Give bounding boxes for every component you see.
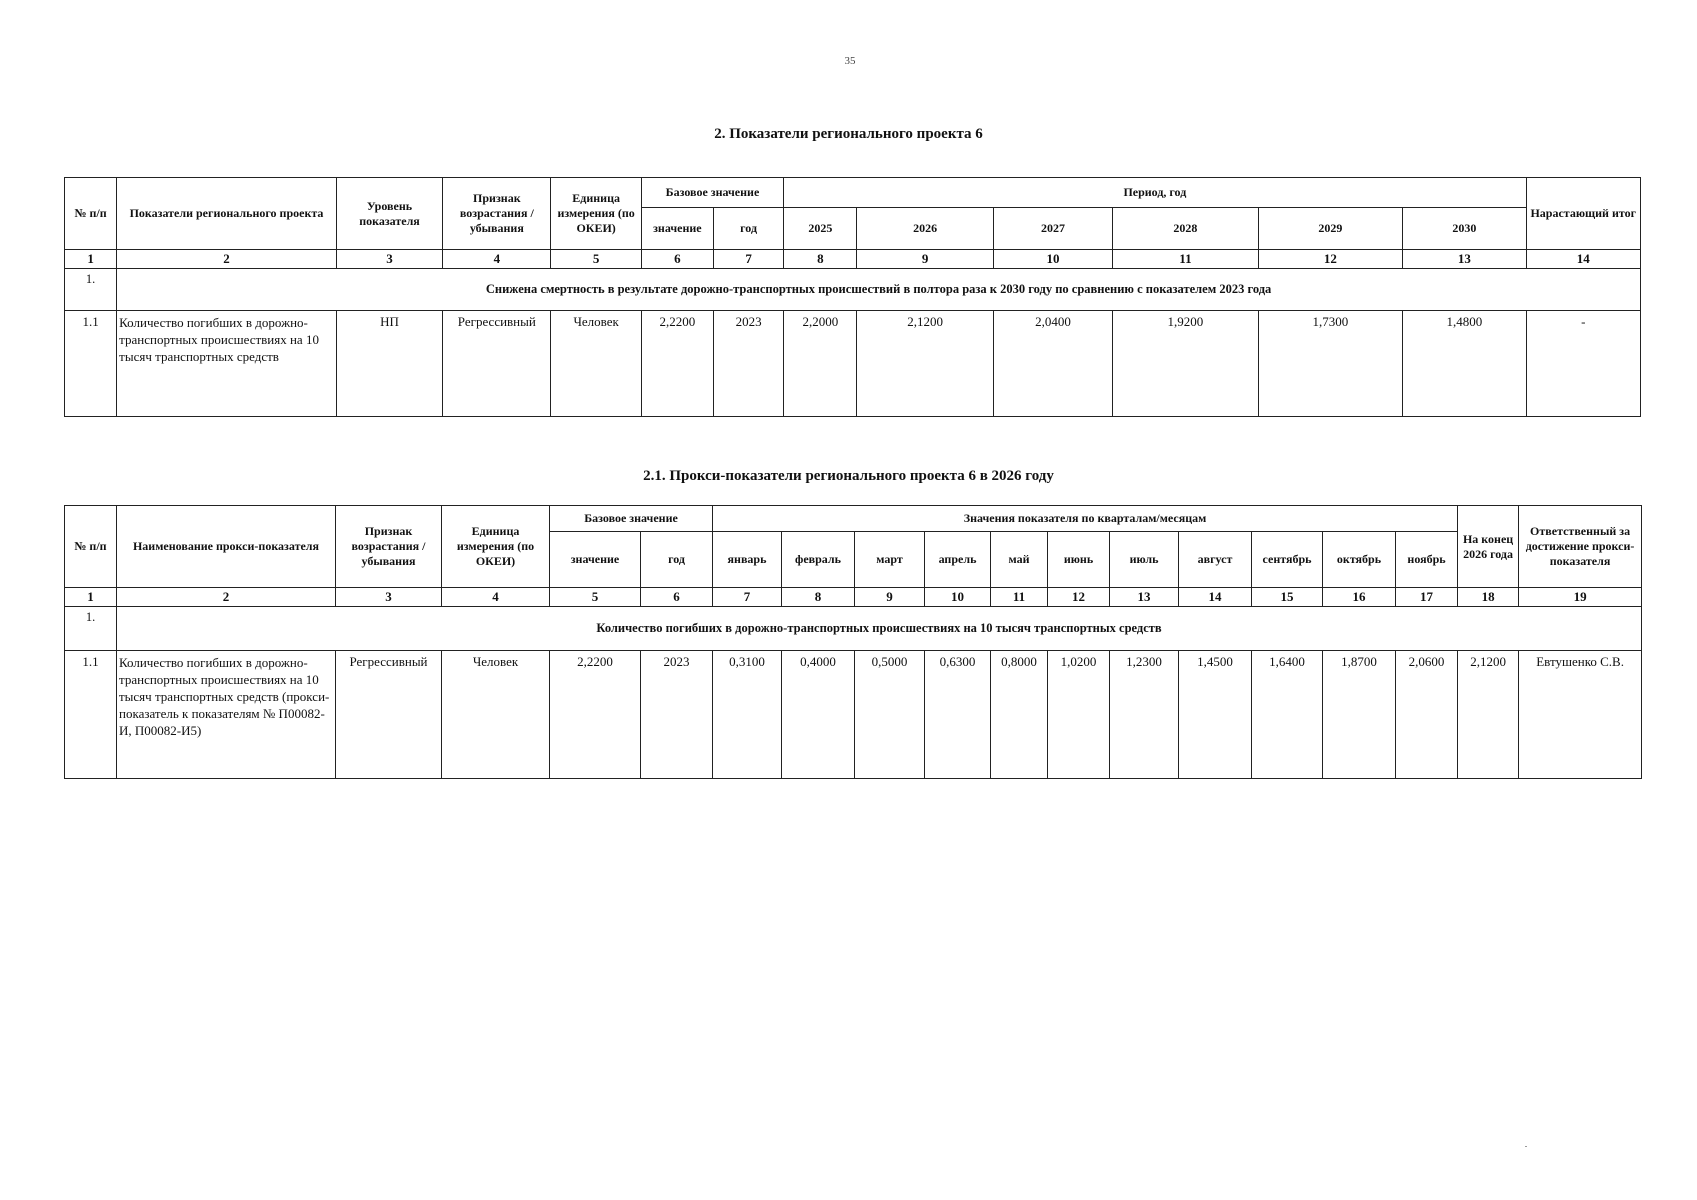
year-value: 1,9200	[1113, 311, 1258, 417]
column-number: 14	[1526, 250, 1640, 269]
header-month: сентябрь	[1252, 532, 1323, 588]
column-number: 9	[855, 588, 925, 607]
column-number: 3	[336, 588, 442, 607]
indicator-level: НП	[336, 311, 442, 417]
header-responsible: Ответственный за достижение прокси-показателя	[1519, 506, 1642, 588]
column-number: 18	[1458, 588, 1519, 607]
base-year: 2023	[713, 311, 783, 417]
header-month: март	[855, 532, 925, 588]
month-value: 0,8000	[991, 651, 1048, 779]
header-month: июнь	[1048, 532, 1110, 588]
header-base-year: год	[641, 532, 713, 588]
proxy-indicator-name: Количество погибших в дорожно-транспортных происшествиях на 10 тысяч транспортных средств (прокси-показатель к показателям № П00082-И, П00082-И5)	[117, 651, 336, 779]
section-number: 1.	[65, 607, 117, 651]
base-value: 2,2200	[550, 651, 641, 779]
year-value: 2,2000	[784, 311, 857, 417]
column-number: 4	[443, 250, 551, 269]
base-year: 2023	[641, 651, 713, 779]
year-value: 2,0400	[993, 311, 1112, 417]
column-number: 7	[713, 588, 782, 607]
header-year-end: На конец 2026 года	[1458, 506, 1519, 588]
row-number: 1.1	[65, 651, 117, 779]
month-value: 1,6400	[1252, 651, 1323, 779]
year-value: 1,4800	[1403, 311, 1526, 417]
responsible-person: Евтушенко С.В.	[1519, 651, 1642, 779]
header-year: 2027	[993, 208, 1112, 250]
header-unit: Единица измерения (по ОКЕИ)	[551, 178, 641, 250]
section-title: Снижена смертность в результате дорожно-транспортных происшествий в полтора раза к 2030 году по сравнению с показателем 2023 года	[117, 269, 1641, 311]
indicators-table	[64, 177, 1641, 417]
header-year: 2025	[784, 208, 857, 250]
header-month: октябрь	[1323, 532, 1396, 588]
column-number: 10	[993, 250, 1112, 269]
header-name: Наименование прокси-показателя	[117, 506, 336, 588]
cumulative-value: -	[1526, 311, 1640, 417]
indicator-unit: Человек	[551, 311, 641, 417]
column-number: 10	[925, 588, 991, 607]
month-value: 1,4500	[1179, 651, 1252, 779]
header-base: Базовое значение	[641, 178, 783, 208]
column-number: 13	[1110, 588, 1179, 607]
month-value: 2,0600	[1396, 651, 1458, 779]
column-number: 8	[782, 588, 855, 607]
header-quarters: Значения показателя по кварталам/месяцам	[713, 506, 1458, 532]
header-base-value: значение	[641, 208, 713, 250]
header-num: № п/п	[65, 506, 117, 588]
page-number: 35	[844, 55, 856, 67]
month-value: 0,4000	[782, 651, 855, 779]
column-number: 6	[641, 588, 713, 607]
header-num: № п/п	[65, 178, 117, 250]
column-number: 1	[65, 250, 117, 269]
header-year: 2028	[1113, 208, 1258, 250]
column-number: 9	[857, 250, 993, 269]
header-month: август	[1179, 532, 1252, 588]
header-level: Уровень показателя	[336, 178, 442, 250]
header-trend: Признак возрастания / убывания	[336, 506, 442, 588]
month-value: 0,3100	[713, 651, 782, 779]
header-year: 2029	[1258, 208, 1402, 250]
header-base-year: год	[713, 208, 783, 250]
header-period: Период, год	[784, 178, 1526, 208]
section2-title: 2.1. Прокси-показатели регионального проекта 6 в 2026 году	[643, 468, 1054, 484]
base-value: 2,2200	[641, 311, 713, 417]
scan-speck	[1525, 1146, 1527, 1147]
indicator-trend: Регрессивный	[443, 311, 551, 417]
column-number: 8	[784, 250, 857, 269]
header-cumulative: Нарастающий итог	[1526, 178, 1640, 250]
column-number: 17	[1396, 588, 1458, 607]
month-value: 1,2300	[1110, 651, 1179, 779]
header-base-value: значение	[550, 532, 641, 588]
indicator-trend: Регрессивный	[336, 651, 442, 779]
header-month: январь	[713, 532, 782, 588]
header-base: Базовое значение	[550, 506, 713, 532]
header-month: май	[991, 532, 1048, 588]
year-value: 2,1200	[857, 311, 993, 417]
column-number: 13	[1403, 250, 1526, 269]
column-number: 5	[550, 588, 641, 607]
header-name: Показатели регионального проекта	[117, 178, 337, 250]
month-value: 0,5000	[855, 651, 925, 779]
column-number: 6	[641, 250, 713, 269]
month-value: 1,0200	[1048, 651, 1110, 779]
header-month: апрель	[925, 532, 991, 588]
year-value: 1,7300	[1258, 311, 1402, 417]
column-number: 4	[442, 588, 550, 607]
column-number: 1	[65, 588, 117, 607]
column-number: 16	[1323, 588, 1396, 607]
column-number: 2	[117, 588, 336, 607]
header-month: июль	[1110, 532, 1179, 588]
header-year: 2030	[1403, 208, 1526, 250]
column-number: 11	[1113, 250, 1258, 269]
month-value: 1,8700	[1323, 651, 1396, 779]
column-number: 12	[1048, 588, 1110, 607]
column-number: 3	[336, 250, 442, 269]
header-year: 2026	[857, 208, 993, 250]
section-title: Количество погибших в дорожно-транспортных происшествиях на 10 тысяч транспортных средств	[117, 607, 1642, 651]
header-trend: Признак возрастания / убывания	[443, 178, 551, 250]
header-unit: Единица измерения (по ОКЕИ)	[442, 506, 550, 588]
column-number: 7	[713, 250, 783, 269]
column-number: 14	[1179, 588, 1252, 607]
indicator-unit: Человек	[442, 651, 550, 779]
section-number: 1.	[65, 269, 117, 311]
column-number: 5	[551, 250, 641, 269]
proxy-indicators-table	[64, 505, 1642, 779]
month-value: 0,6300	[925, 651, 991, 779]
indicator-name: Количество погибших в дорожно-транспортных происшествиях на 10 тысяч транспортных средств	[117, 311, 337, 417]
header-month: ноябрь	[1396, 532, 1458, 588]
column-number: 15	[1252, 588, 1323, 607]
section1-title: 2. Показатели регионального проекта 6	[714, 126, 983, 142]
row-number: 1.1	[65, 311, 117, 417]
year-end-value: 2,1200	[1458, 651, 1519, 779]
column-number: 12	[1258, 250, 1402, 269]
column-number: 11	[991, 588, 1048, 607]
column-number: 19	[1519, 588, 1642, 607]
header-month: февраль	[782, 532, 855, 588]
column-number: 2	[117, 250, 337, 269]
